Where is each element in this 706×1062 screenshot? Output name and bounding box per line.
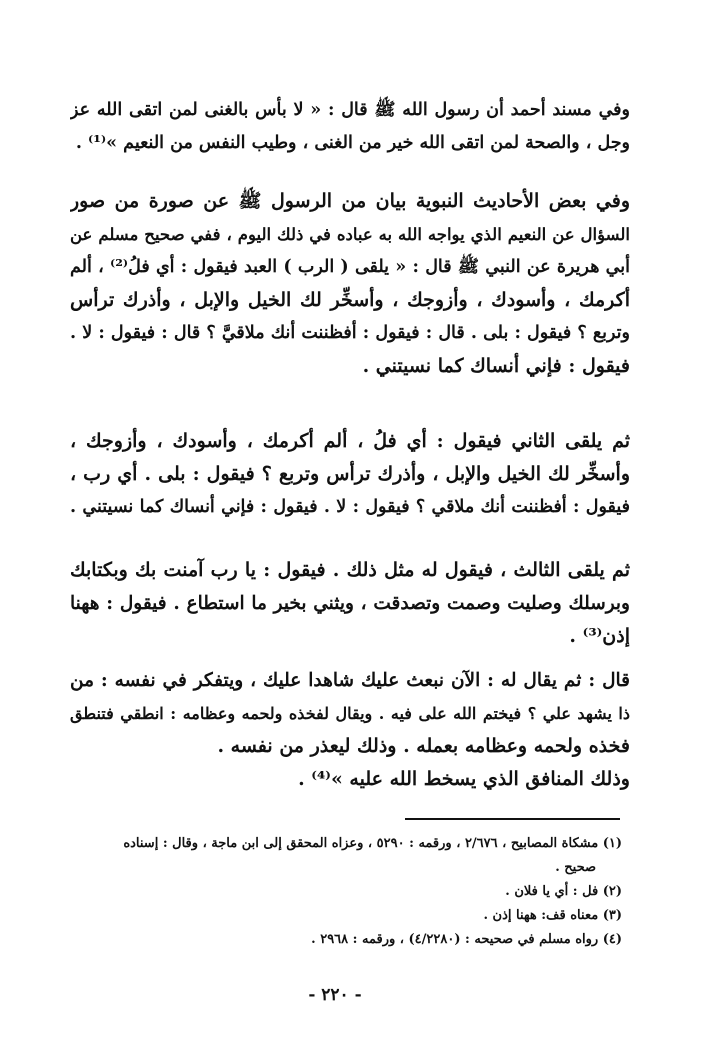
text-line: وذلك المنافق الذي يسخط الله عليه »⁽⁴⁾ . bbox=[298, 768, 630, 790]
footnote-1-continued: صحيح . bbox=[555, 860, 596, 875]
text-line: فيقول : أفظننت أنك ملاقي ؟ فيقول : لا . فيقول : فإني أنساك كما نسيتني . bbox=[70, 497, 630, 517]
text-line: وتربع ؟ فيقول : بلى . قال : فيقول : أفظننت أنك ملاقيَّ ؟ قال : فيقول : لا . bbox=[70, 323, 630, 343]
text-line: وفي مسند أحمد أن رسول الله ﷺ قال : « لا بأس بالغنى لمن اتقى الله عز bbox=[70, 100, 630, 120]
text-line: ثم يلقى الثالث ، فيقول له مثل ذلك . فيقول : يا رب آمنت بك وبكتابك bbox=[70, 559, 630, 581]
paragraph-4 bbox=[70, 554, 630, 653]
footnote-separator bbox=[405, 818, 620, 820]
text-line: فيقول : فإني أنساك كما نسيتني . bbox=[362, 355, 630, 377]
paragraph-2 bbox=[70, 185, 630, 383]
paragraph-1 bbox=[70, 94, 630, 160]
text-line: إذن⁽³⁾ . bbox=[569, 625, 630, 647]
text-line: أبي هريرة عن النبي ﷺ قال : « يلقى ( الرب ) العبد فيقول : أي فلُ⁽²⁾ ، ألم bbox=[70, 257, 630, 277]
text-line: وأسخِّر لك الخيل والإبل ، وأذرك ترأس وتربع ؟ فيقول : بلى . أي رب ، bbox=[70, 463, 630, 485]
text-line: قال : ثم يقال له : الآن نبعث عليك شاهدا عليك ، ويتفكر في نفسه : من bbox=[70, 670, 630, 691]
text-line: وجل ، والصحة لمن اتقى الله خير من الغنى ، وطيب النفس من النعيم »⁽¹⁾ . bbox=[75, 133, 630, 153]
text-line: فخذه ولحمه وعظامه بعمله . وذلك ليعذر من نفسه . bbox=[217, 735, 630, 757]
footnote-4: (٤) رواه مسلم في صحيحه : (٤/٢٢٨٠) ، ورقمه : ٢٩٦٨ . bbox=[311, 932, 622, 947]
text-line: السؤال عن النعيم الذي يواجه الله به عباده في ذلك اليوم ، ففي صحيح مسلم عن bbox=[70, 225, 630, 244]
footnote-1: (١) مشكاة المصابيح ، ٢/٦٧٦ ، ورقمه : ٥٢٩٠ ، وعزاه المحقق إلى ابن ماجة ، وقال : إسناده bbox=[123, 836, 622, 851]
text-line: وفي بعض الأحاديث النبوية بيان من الرسول ﷺ عن صورة من صور bbox=[70, 190, 630, 212]
footnotes bbox=[82, 832, 622, 952]
footnote-3: (٣) معناه قف: ههنا إذن . bbox=[483, 908, 622, 923]
text-line: أكرمك ، وأسودك ، وأزوجك ، وأسخِّر لك الخيل والإبل ، وأذرك ترأس bbox=[70, 289, 630, 311]
page-number: - ٢٢٠ - bbox=[308, 985, 362, 1005]
footnote-2: (٢) فل : أي يا فلان . bbox=[505, 884, 622, 899]
text-line: وبرسلك وصليت وصمت وتصدقت ، ويثني بخير ما استطاع . فيقول : ههنا bbox=[70, 593, 630, 614]
text-line: ثم يلقى الثاني فيقول : أي فلُ ، ألم أكرمك ، وأسودك ، وأزوجك ، bbox=[70, 430, 630, 452]
paragraph-3 bbox=[70, 425, 630, 524]
paragraph-5 bbox=[70, 664, 630, 796]
text-line: ذا يشهد علي ؟ فيختم الله على فيه . ويقال لفخذه ولحمه وعظامه : انطقي فتنطق bbox=[70, 704, 630, 723]
